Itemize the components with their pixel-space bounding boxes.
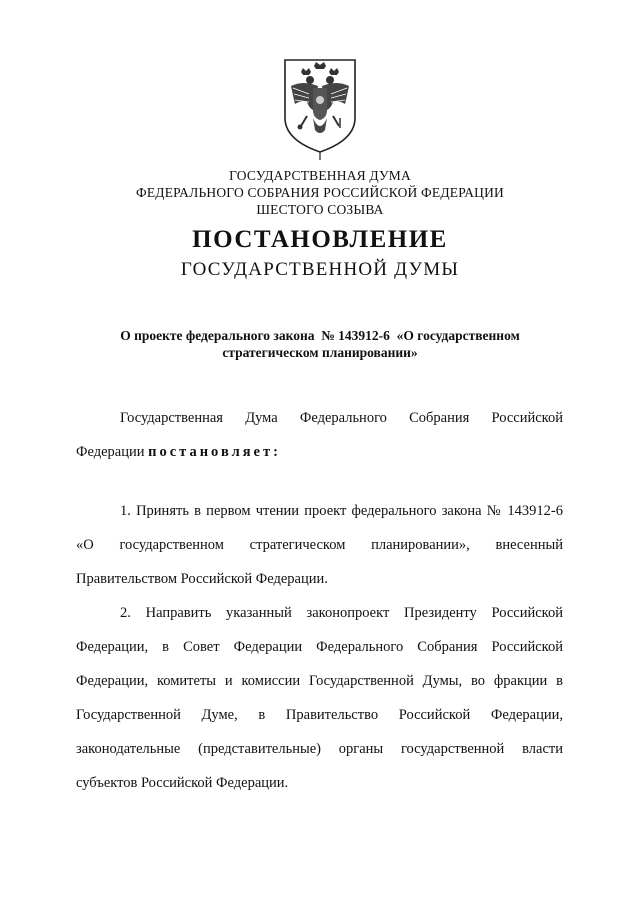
preamble-line-2 <box>76 444 563 478</box>
preamble-line-1: Государственная Дума Федерального Собрания Российской <box>120 410 563 426</box>
item-2-line-3: Федерации, комитеты и комиссии Государственной Думы, во фракции в <box>76 673 563 689</box>
item-2-line-1: 2. Направить указанный законопроект Президенту Российской <box>120 605 563 621</box>
subject-line-2: стратегическом планировании» <box>222 345 418 360</box>
item-2-line-6: субъектов Российской Федерации. <box>76 775 289 791</box>
issuer-line-2: ФЕДЕРАЛЬНОГО СОБРАНИЯ РОССИЙСКОЙ ФЕДЕРАЦИИ <box>136 185 504 200</box>
coat-of-arms-icon <box>281 56 359 162</box>
item-1 <box>76 503 563 605</box>
item-2 <box>76 605 563 809</box>
document-issuer: ГОСУДАРСТВЕННОЙ ДУМЫ <box>180 259 460 280</box>
issuer-line-1: ГОСУДАРСТВЕННАЯ ДУМА <box>229 168 411 183</box>
item-2-line-4: Государственной Думе, в Правительство Российской Федерации, <box>76 707 563 723</box>
issuer-block <box>0 167 640 218</box>
document-type: ПОСТАНОВЛЕНИЕ <box>192 226 448 253</box>
item-1-line-3: Правительством Российской Федерации. <box>76 571 328 587</box>
item-1-line-2: «О государственном стратегическом планировании», внесенный <box>76 537 563 553</box>
preamble-prefix: Федерации <box>76 444 149 460</box>
item-2-line-5: законодательные (представительные) органы государственной власти <box>76 741 563 757</box>
document-subject <box>0 327 640 361</box>
issuer-line-3: ШЕСТОГО СОЗЫВА <box>256 202 384 217</box>
item-1-line-1: 1. Принять в первом чтении проект федерального закона № 143912-6 <box>120 503 563 519</box>
preamble <box>76 410 563 478</box>
subject-line-1: О проекте федерального закона № 143912-6 «О государственном <box>120 328 520 343</box>
operative-verb: постановляет: <box>148 444 281 460</box>
item-2-line-2: Федерации, в Совет Федерации Федерального Собрания Российской <box>76 639 563 655</box>
